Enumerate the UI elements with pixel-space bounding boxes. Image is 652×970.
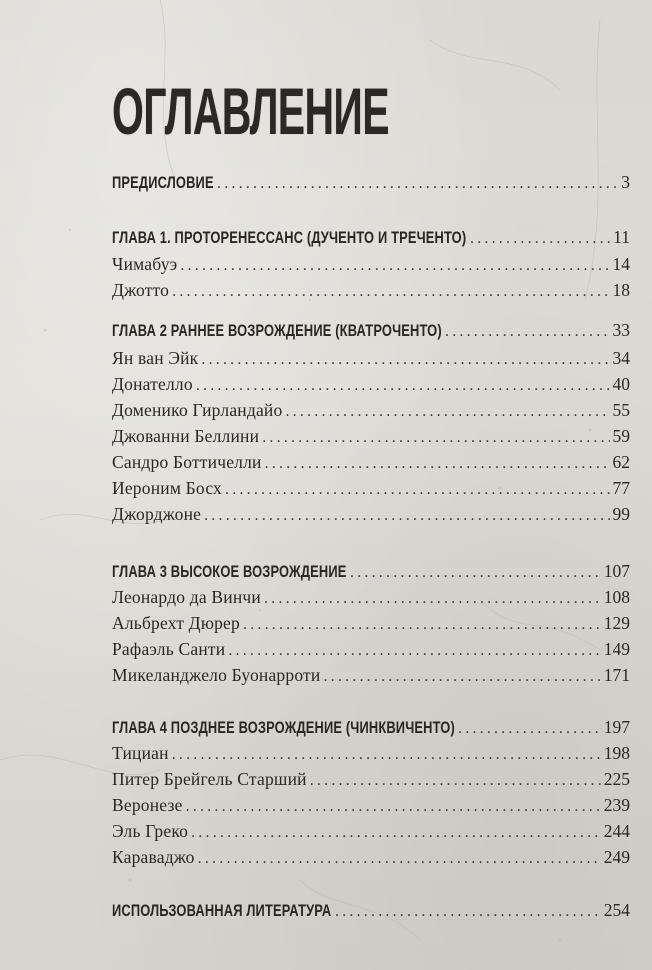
toc-heading-wrap — [112, 719, 455, 738]
toc-entry-label: Веронезе — [112, 795, 183, 815]
toc-page-number: 18 — [612, 280, 630, 300]
toc-page-number: 198 — [603, 743, 630, 763]
toc-entry-label: Микеланджело Буонарроти — [112, 665, 321, 685]
toc-page-number: 108 — [603, 587, 630, 607]
toc-heading-wrap — [112, 174, 214, 193]
toc-heading-label: ГЛАВА 3 ВЫСОКОЕ ВОЗРОЖДЕНИЕ — [112, 563, 347, 581]
dot-leader — [225, 481, 609, 499]
toc-entry-label: Караваджо — [112, 847, 195, 867]
toc-entry-label: Чимабуэ — [112, 254, 178, 274]
toc-page-number: 62 — [612, 452, 630, 472]
toc-heading-wrap — [112, 229, 467, 248]
toc-heading-label: ГЛАВА 4 ПОЗДНЕЕ ВОЗРОЖДЕНИЕ (ЧИНКВИЧЕНТО) — [112, 719, 455, 737]
toc-entry-label: Леонардо да Винчи — [112, 587, 261, 607]
toc-entry-row — [112, 821, 630, 847]
toc-page-number: 99 — [612, 504, 630, 524]
dot-leader — [204, 507, 609, 525]
toc-entry-label: Питер Брейгель Старший — [112, 769, 307, 789]
toc-heading-label: ПРЕДИСЛОВИЕ — [112, 174, 214, 192]
toc-entry-row — [112, 374, 630, 400]
toc-page-number: 40 — [612, 374, 630, 394]
toc-entry-label: Сандро Боттичелли — [112, 452, 262, 472]
toc-heading-wrap — [112, 563, 347, 582]
toc-heading-wrap — [112, 322, 442, 341]
toc-entry-row — [112, 743, 630, 769]
page-title: ОГЛАВЛЕНИЕ — [112, 74, 389, 148]
toc-entry-label: Альбрехт Дюрер — [112, 613, 240, 633]
toc-page-number: 239 — [603, 795, 630, 815]
toc-entry-row — [112, 280, 630, 306]
toc-page-number: 129 — [603, 613, 630, 633]
toc-entry-row — [112, 452, 630, 478]
toc-heading-row — [112, 561, 630, 587]
dot-leader — [186, 798, 601, 816]
toc-entry-label: Джованни Беллини — [112, 426, 260, 446]
dot-leader — [264, 590, 601, 608]
toc-heading-row — [112, 172, 630, 198]
toc-entry-row — [112, 426, 630, 452]
toc-heading-row — [112, 320, 630, 346]
toc-page-number: 55 — [612, 400, 630, 420]
dot-leader — [458, 720, 601, 738]
toc-heading-row — [112, 227, 630, 253]
dot-leader — [310, 772, 601, 790]
toc-entry-label: Рафаэль Санти — [112, 639, 226, 659]
toc-entry-row — [112, 769, 630, 795]
toc-page-number: 149 — [603, 639, 630, 659]
toc-page-number: 3 — [621, 172, 630, 192]
toc-entry-label: Доменико Гирландайо — [112, 400, 283, 420]
toc-page-number: 171 — [603, 665, 630, 685]
toc-heading-row — [112, 900, 630, 926]
dot-leader — [323, 668, 600, 686]
toc-entry-row — [112, 613, 630, 639]
toc-page-number: 11 — [613, 227, 630, 247]
toc-page-number: 249 — [603, 847, 630, 867]
dot-leader — [228, 642, 600, 660]
toc-entry-label: Джорджоне — [112, 504, 202, 524]
toc-page-number: 33 — [612, 320, 630, 340]
toc-entry-row — [112, 847, 630, 873]
toc-entry-label: Джотто — [112, 280, 170, 300]
dot-leader — [180, 257, 609, 275]
dot-leader — [262, 429, 609, 447]
toc-page-number: 225 — [603, 769, 630, 789]
toc-entry-row — [112, 254, 630, 280]
toc-entry-row — [112, 504, 630, 530]
toc-entry-row — [112, 587, 630, 613]
toc-heading-row — [112, 717, 630, 743]
dot-leader — [191, 824, 601, 842]
toc-entry-label: Тициан — [112, 743, 169, 763]
toc-page-number: 34 — [612, 348, 630, 368]
toc-entry-row — [112, 478, 630, 504]
toc-entry-row — [112, 400, 630, 426]
toc-entry-label: Донателло — [112, 374, 193, 394]
dot-leader — [217, 175, 618, 193]
toc-page-number: 197 — [603, 717, 630, 737]
toc-entry-row — [112, 795, 630, 821]
toc-page-number: 244 — [603, 821, 630, 841]
dot-leader — [172, 283, 609, 301]
toc-page-number: 254 — [603, 900, 630, 920]
toc-heading-wrap — [112, 902, 332, 921]
dot-leader — [285, 403, 609, 421]
toc-page-number: 107 — [603, 561, 630, 581]
dot-leader — [172, 746, 601, 764]
toc-page-number: 77 — [612, 478, 630, 498]
toc-entry-label: Эль Греко — [112, 821, 189, 841]
dot-leader — [201, 351, 609, 369]
dot-leader — [470, 230, 610, 248]
dot-leader — [243, 616, 601, 634]
dot-leader — [265, 455, 610, 473]
toc-entry-label: Иероним Босх — [112, 478, 223, 498]
dot-leader — [445, 323, 610, 341]
dot-leader — [335, 903, 601, 921]
dot-leader — [196, 377, 610, 395]
toc-entry-row — [112, 665, 630, 691]
toc-entry-row — [112, 639, 630, 665]
toc-page-number: 14 — [612, 254, 630, 274]
toc-entry-label: Ян ван Эйк — [112, 348, 199, 368]
toc-heading-label: ГЛАВА 2 РАННЕЕ ВОЗРОЖДЕНИЕ (КВАТРОЧЕНТО) — [112, 322, 442, 340]
toc-entry-row — [112, 348, 630, 374]
toc-page-number: 59 — [612, 426, 630, 446]
dot-leader — [198, 850, 601, 868]
toc-heading-label: ГЛАВА 1. ПРОТОРЕНЕССАНС (ДУЧЕНТО И ТРЕЧЕНТО) — [112, 229, 467, 247]
dot-leader — [350, 564, 601, 582]
toc-heading-label: ИСПОЛЬЗОВАННАЯ ЛИТЕРАТУРА — [112, 902, 332, 920]
